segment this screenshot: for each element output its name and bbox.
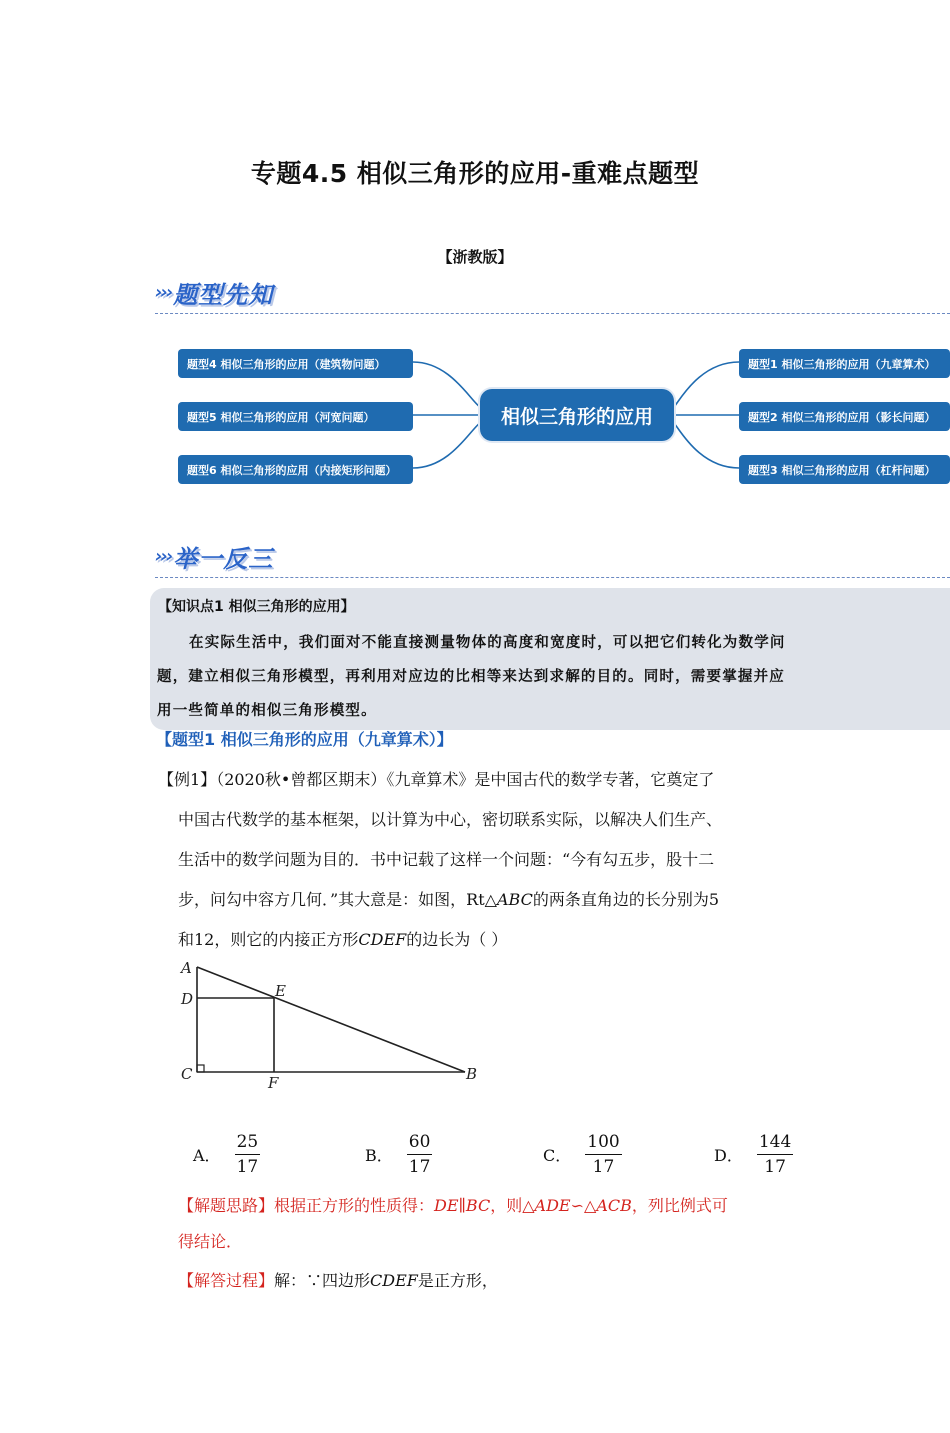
label-E: E [275, 982, 286, 1000]
denominator: 17 [592, 1157, 615, 1177]
example-text: 的两条直角边的长分别为5 [532, 890, 720, 909]
example-1 [158, 760, 798, 960]
example-text: 《九章算术》是中国古代的数学专著，它奠定了 [386, 770, 715, 789]
option-a[interactable] [193, 1130, 260, 1179]
solution-text: 根据正方形的性质得： [274, 1196, 435, 1215]
side-AB [197, 967, 465, 1072]
mindmap-type2: 题型2 相似三角形的应用（影长问题） [739, 402, 950, 431]
arrows-icon: ››› [155, 545, 172, 567]
label-D: D [181, 990, 194, 1008]
option-label: D． [714, 1146, 743, 1165]
type1-heading: 【题型1 相似三角形的应用（九章算术）】 [156, 730, 453, 749]
example-text: 和12，则它的内接正方形 [178, 930, 359, 949]
example-source: （2020秋•曾都区期末） [216, 770, 387, 789]
option-b[interactable] [365, 1130, 432, 1179]
example-text: 生活中的数学问题为目的．书中记载了这样一个问题：“今有勾五步，股十二 [178, 850, 715, 869]
knowledge-heading: 【知识点1 相似三角形的应用】 [158, 599, 355, 615]
triangle-figure [175, 955, 495, 1095]
solution-text: ，则△ [490, 1196, 535, 1215]
process-math: CDEF [370, 1271, 418, 1290]
numerator: 144 [757, 1130, 793, 1155]
banner-text: 举一反三 [173, 544, 274, 573]
mindmap-center: 相似三角形的应用 [480, 389, 674, 441]
page-title: 专题4.5 相似三角形的应用-重难点题型 [250, 159, 700, 188]
label-C: C [181, 1065, 193, 1083]
knowledge-text: 在实际生活中，我们面对不能直接测量物体的高度和宽度时，可以把它们转化为数学问题，建立相似三角形模型，再利用对应边的比相等来达到求解的目的。同时，需要掌握并应用一些简单的相似三角形模型。 [157, 635, 786, 719]
option-d[interactable] [714, 1130, 793, 1179]
denominator: 17 [408, 1157, 431, 1177]
solution-math: ADE [534, 1196, 571, 1215]
banner-text: 题型先知 [173, 280, 274, 309]
denominator: 17 [764, 1157, 786, 1177]
fraction [407, 1130, 433, 1179]
process-text: 是正方形， [417, 1271, 498, 1290]
numerator: 100 [585, 1130, 621, 1155]
example-text: 步，问勾中容方几何．”其大意是：如图，Rt△ [178, 890, 497, 909]
banner-examples [155, 536, 273, 576]
example-text: 中国古代数学的基本框架，以计算为中心，密切联系实际，以解决人们生产、 [178, 810, 723, 829]
solution-text: 得结论． [178, 1232, 243, 1251]
triangle-name: ABC [496, 890, 533, 909]
solution-text: ，列比例式可 [631, 1196, 728, 1215]
mindmap-type5: 题型5 相似三角形的应用（河宽问题） [178, 402, 413, 431]
fraction [585, 1130, 621, 1179]
numerator: 60 [407, 1130, 433, 1155]
option-c[interactable] [543, 1130, 622, 1179]
solution-idea [178, 1188, 818, 1260]
solution-text: ∽△ [570, 1196, 597, 1215]
edition-label: 【浙教版】 [437, 248, 513, 266]
process-head: 【解答过程】 [178, 1271, 275, 1290]
label-B: B [466, 1065, 478, 1083]
right-angle-mark [197, 1065, 204, 1072]
solution-math: ACB [596, 1196, 632, 1215]
divider [155, 577, 950, 578]
arrows-icon: ››› [155, 281, 172, 303]
fraction [235, 1130, 261, 1179]
solution-math: DE∥BC [434, 1196, 491, 1215]
process-text: 解：∵四边形 [274, 1271, 371, 1290]
example-text: 的边长为（ ） [406, 930, 508, 949]
mindmap-type6: 题型6 相似三角形的应用（内接矩形问题） [178, 455, 413, 484]
square-name: CDEF [358, 930, 407, 949]
denominator: 17 [236, 1157, 259, 1177]
solution-head: 【解题思路】 [178, 1196, 275, 1215]
mindmap-type4: 题型4 相似三角形的应用（建筑物问题） [178, 349, 413, 378]
option-label: C． [543, 1146, 572, 1165]
option-label: A． [193, 1146, 221, 1165]
option-label: B． [365, 1146, 393, 1165]
mindmap-type1: 题型1 相似三角形的应用（九章算术） [739, 349, 950, 378]
solution-process [178, 1263, 498, 1299]
label-A: A [181, 959, 192, 977]
example-label: 【例1】 [158, 770, 217, 789]
mindmap-type3: 题型3 相似三角形的应用（杠杆问题） [739, 455, 950, 484]
label-F: F [268, 1074, 279, 1092]
numerator: 25 [235, 1130, 261, 1155]
fraction [757, 1130, 793, 1179]
